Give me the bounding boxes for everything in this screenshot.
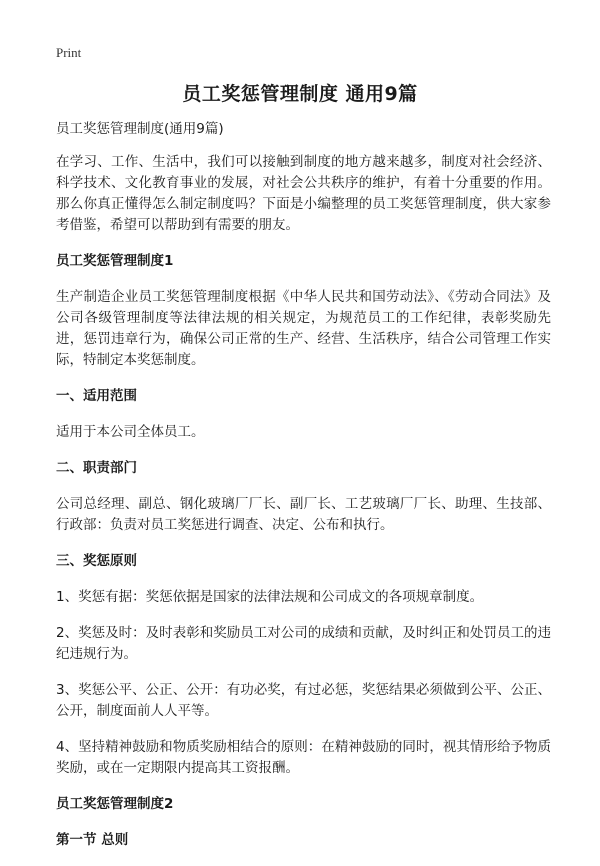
document-subtitle: 员工奖惩管理制度(通用9篇) [56,121,224,137]
scope-heading: 一、适用范围 [56,388,137,404]
section-2-heading: 员工奖惩管理制度2 [56,796,174,812]
section-2-subheading: 第一节 总则 [56,832,129,848]
scope-paragraph: 适用于本公司全体员工。 [56,424,205,440]
principle-item: 4、坚持精神鼓励和物质奖励相结合的原则：在精神鼓励的同时，视其情形给予物质奖励，或在一定期限内提高其工资报酬。 [56,739,551,776]
principle-item: 3、奖惩公平、公正、公开：有功必奖，有过必惩，奖惩结果必须做到公平、公正、公开，制度面前人人平等。 [56,682,551,719]
principle-item: 1、奖惩有据：奖惩依据是国家的法律法规和公司成文的各项规章制度。 [56,589,484,605]
page-title: 员工奖惩管理制度 通用9篇 [182,83,418,105]
section-1-heading: 员工奖惩管理制度1 [56,253,174,269]
principles-heading: 三、奖惩原则 [56,553,137,569]
department-paragraph: 公司总经理、副总、钢化玻璃厂厂长、副厂长、工艺玻璃厂厂长、助理、生技部、行政部：负责对员工奖惩进行调查、决定、公布和执行。 [56,496,551,533]
department-heading: 二、职责部门 [56,460,137,476]
principle-item: 2、奖惩及时：及时表彰和奖励员工对公司的成绩和贡献，及时纠正和处罚员工的违纪违规行为。 [56,625,551,662]
document-body [56,119,551,866]
section-1-paragraph: 生产制造企业员工奖惩管理制度根据《中华人民共和国劳动法》、《劳动合同法》及公司各级管理制度等法律法规的相关规定，为规范员工的工作纪律，表彰奖励先进，惩罚违章行为，确保公司正常的生产、经营、生活秩序，结合公司管理工作实际，特制定本奖惩制度。 [56,289,551,368]
intro-paragraph: 在学习、工作、生活中，我们可以接触到制度的地方越来越多，制度对社会经济、科学技术、文化教育事业的发展，对社会公共秩序的维护，有着十分重要的作用。那么你真正懂得怎么制定制度吗？下面是小编整理的员工奖惩管理制度，供大家参考借鉴，希望可以帮助到有需要的朋友。 [56,154,551,233]
print-label: Print [56,45,82,60]
